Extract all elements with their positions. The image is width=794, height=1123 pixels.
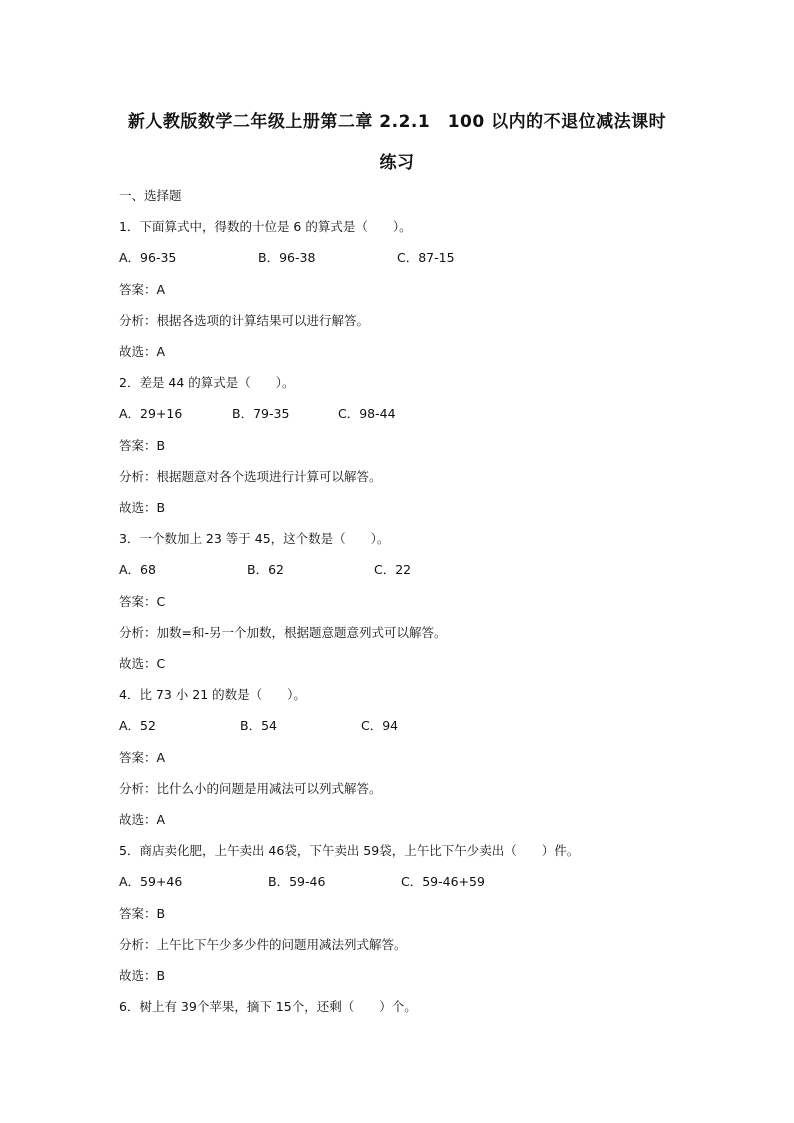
question-3-option-a: A．68 <box>119 562 156 577</box>
question-2-option-a: A．29+16 <box>119 406 183 421</box>
question-1-option-a: A．96-35 <box>119 250 177 265</box>
question-5-option-a: A．59+46 <box>119 874 183 889</box>
question-3-answer: 答案：C <box>119 594 166 609</box>
question-2-answer: 答案：B <box>119 438 166 453</box>
question-1-stem: 1．下面算式中，得数的十位是 6 的算式是（ ）。 <box>119 219 412 234</box>
question-4-analysis: 分析：比什么小的问题是用减法可以列式解答。 <box>119 781 382 796</box>
question-1-option-b: B．96-38 <box>258 250 316 265</box>
question-5-analysis: 分析：上午比下午少多少件的问题用减法列式解答。 <box>119 937 407 952</box>
question-5-stem: 5．商店卖化肥，上午卖出 46袋，下午卖出 59袋，上午比下午少卖出（ ）件。 <box>119 843 580 858</box>
section-heading: 一、选择题 <box>119 188 182 203</box>
question-2-option-c: C．98-44 <box>338 406 396 421</box>
question-3-option-c: C．22 <box>374 562 412 577</box>
question-4-stem: 4．比 73 小 21 的数是（ ）。 <box>119 687 306 702</box>
question-4-option-c: C．94 <box>361 718 399 733</box>
question-6-stem: 6．树上有 39个苹果，摘下 15个，还剩（ ）个。 <box>119 999 417 1014</box>
document-title-line-1: 新人教版数学二年级上册第二章 2.2.1 100 以内的不退位减法课时 <box>127 112 667 132</box>
question-4-option-a: A．52 <box>119 718 156 733</box>
question-3-option-b: B．62 <box>247 562 284 577</box>
question-3-choice: 故选：C <box>119 656 166 671</box>
question-4-answer: 答案：A <box>119 750 166 765</box>
question-2-analysis: 分析：根据题意对各个选项进行计算可以解答。 <box>119 469 382 484</box>
question-1-analysis: 分析：根据各选项的计算结果可以进行解答。 <box>119 313 370 328</box>
question-5-choice: 故选：B <box>119 968 166 983</box>
question-1-option-c: C．87-15 <box>397 250 455 265</box>
question-4-choice: 故选：A <box>119 812 166 827</box>
question-2-choice: 故选：B <box>119 500 166 515</box>
question-1-choice: 故选：A <box>119 344 166 359</box>
question-1-answer: 答案：A <box>119 282 166 297</box>
question-4-option-b: B．54 <box>240 718 277 733</box>
question-3-stem: 3．一个数加上 23 等于 45，这个数是（ ）。 <box>119 531 390 546</box>
question-5-option-b: B．59-46 <box>268 874 326 889</box>
question-5-answer: 答案：B <box>119 906 166 921</box>
question-3-analysis: 分析：加数=和-另一个加数，根据题意题意列式可以解答。 <box>119 625 447 640</box>
document-title-line-2: 练习 <box>379 153 415 173</box>
question-2-option-b: B．79-35 <box>232 406 290 421</box>
question-5-option-c: C．59-46+59 <box>401 874 485 889</box>
question-2-stem: 2．差是 44 的算式是（ ）。 <box>119 375 295 390</box>
